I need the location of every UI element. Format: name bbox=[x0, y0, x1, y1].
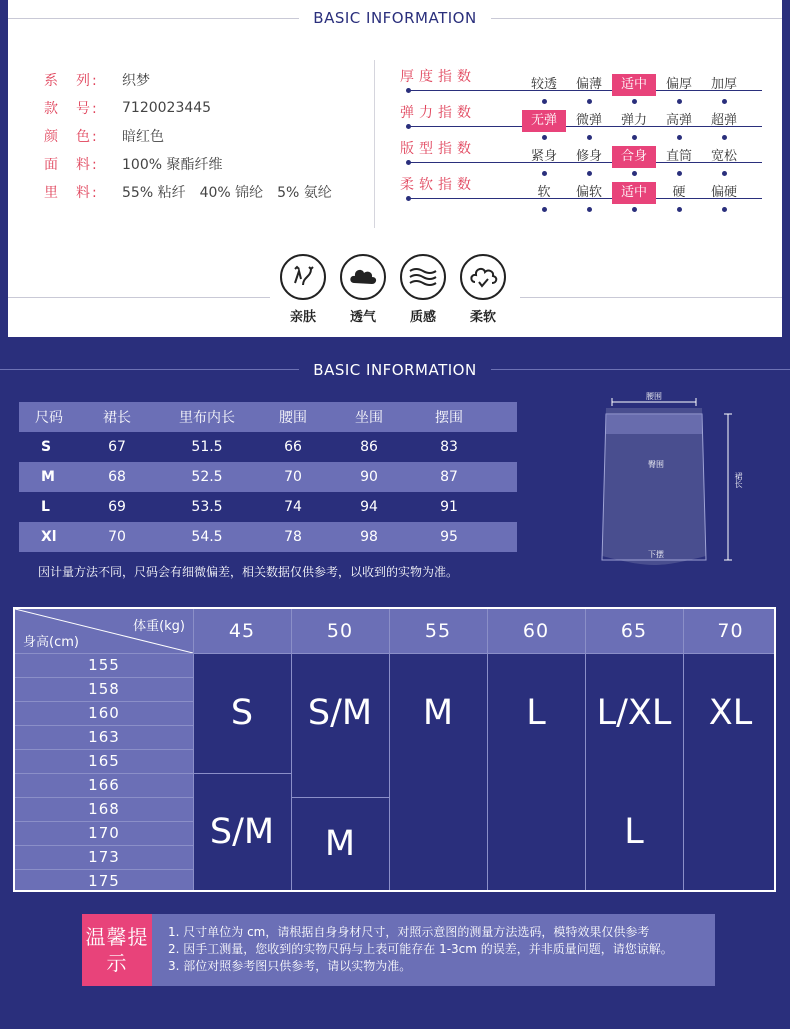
index-option-label: 较透 bbox=[530, 77, 557, 92]
index-option-label: 无弹 bbox=[530, 113, 557, 128]
index-option-label: 紧身 bbox=[530, 149, 557, 164]
feature-label: 质感 bbox=[409, 310, 436, 325]
weight-header: 45 bbox=[193, 609, 291, 653]
size-recommendation-table bbox=[13, 607, 776, 892]
spec-label: 款 号: bbox=[44, 101, 99, 117]
index-dot bbox=[406, 196, 411, 201]
tip-line: 1. 尺寸单位为 cm，请根据自身身材尺寸，对照示意图的测量方法选码，模特效果仅供参考 bbox=[168, 925, 650, 939]
header-cell: 尺码 bbox=[35, 410, 63, 426]
feature-icons bbox=[280, 254, 506, 325]
index-option-label: 修身 bbox=[575, 149, 602, 164]
index-option-label: 适中 bbox=[620, 77, 647, 92]
value-cell: 52.5 bbox=[191, 469, 223, 485]
spec-value: 暗红色 bbox=[122, 129, 164, 145]
value-cell: 86 bbox=[360, 439, 378, 455]
index-option-selected bbox=[612, 182, 656, 204]
soft-icon bbox=[460, 254, 506, 300]
recommended-size: S/M bbox=[209, 812, 275, 852]
index-option-label: 高弹 bbox=[665, 113, 692, 128]
weight-header: 55 bbox=[389, 609, 487, 653]
table-row bbox=[19, 432, 517, 462]
index-scale bbox=[400, 138, 762, 174]
divider-line bbox=[8, 297, 270, 298]
divider-line bbox=[520, 297, 782, 298]
height-cell: 163 bbox=[15, 725, 193, 749]
section-title: BASIC INFORMATION bbox=[0, 361, 790, 379]
value-cell: 78 bbox=[284, 529, 302, 545]
index-dot bbox=[632, 207, 637, 212]
size-table bbox=[19, 402, 517, 552]
recommended-size: L bbox=[624, 812, 644, 852]
value-cell: 69 bbox=[108, 499, 126, 515]
weight-header: 70 bbox=[683, 609, 776, 653]
index-dot bbox=[677, 207, 682, 212]
spec-row-lining bbox=[44, 178, 332, 206]
index-option-label: 软 bbox=[537, 185, 551, 200]
grid-line bbox=[15, 725, 193, 726]
value-cell: 83 bbox=[440, 439, 458, 455]
index-scale bbox=[400, 174, 762, 210]
recommended-size: S/M bbox=[307, 693, 373, 733]
header-cell: 腰围 bbox=[279, 410, 307, 426]
value-cell: 95 bbox=[440, 529, 458, 545]
value-cell: 87 bbox=[440, 469, 458, 485]
grid-line bbox=[15, 821, 193, 822]
height-cell: 165 bbox=[15, 749, 193, 773]
index-option-selected bbox=[612, 146, 656, 168]
section-title: BASIC INFORMATION bbox=[8, 9, 782, 27]
spec-row-color bbox=[44, 122, 332, 150]
index-scale bbox=[400, 66, 762, 102]
index-option bbox=[612, 110, 656, 132]
height-cell: 170 bbox=[15, 821, 193, 845]
tips-badge: 温馨提示 bbox=[82, 914, 152, 986]
spec-list bbox=[44, 66, 332, 206]
table-row bbox=[19, 522, 517, 552]
weight-header: 50 bbox=[291, 609, 389, 653]
index-option-selected bbox=[612, 74, 656, 96]
spec-row-series bbox=[44, 66, 332, 94]
table-row bbox=[19, 492, 517, 522]
index-option bbox=[657, 74, 701, 96]
grid-line bbox=[15, 845, 193, 846]
index-option bbox=[567, 182, 611, 204]
hip-label: 臀围 bbox=[648, 460, 664, 469]
index-option-label: 微弹 bbox=[575, 113, 602, 128]
header-cell: 里布内长 bbox=[179, 410, 235, 426]
value-cell: 90 bbox=[360, 469, 378, 485]
spec-label: 系 列: bbox=[44, 73, 99, 89]
skirt-diagram bbox=[598, 388, 758, 578]
height-cell: 173 bbox=[15, 845, 193, 869]
index-option bbox=[567, 110, 611, 132]
value-cell: 67 bbox=[108, 439, 126, 455]
grid-line bbox=[15, 773, 193, 774]
index-option bbox=[567, 146, 611, 168]
index-title: 版型指数 bbox=[400, 141, 476, 157]
index-option bbox=[657, 110, 701, 132]
value-cell: 68 bbox=[108, 469, 126, 485]
size-cell: L bbox=[41, 499, 50, 515]
weight-label: 体重(kg) bbox=[133, 619, 185, 634]
index-option-selected bbox=[522, 110, 566, 132]
recommended-size: M bbox=[324, 824, 356, 864]
skin-friendly-icon bbox=[280, 254, 326, 300]
height-cell: 160 bbox=[15, 701, 193, 725]
feature-skin-friendly bbox=[280, 254, 326, 325]
index-dot bbox=[722, 207, 727, 212]
index-option-label: 偏软 bbox=[575, 185, 602, 200]
recommended-size: M bbox=[422, 693, 454, 733]
height-cell: 166 bbox=[15, 773, 193, 797]
index-option bbox=[522, 182, 566, 204]
index-option-label: 偏硬 bbox=[710, 185, 737, 200]
height-cell: 158 bbox=[15, 677, 193, 701]
feature-label: 亲肤 bbox=[289, 310, 316, 325]
index-option-label: 宽松 bbox=[710, 149, 737, 164]
spec-label: 面 料: bbox=[44, 157, 99, 173]
index-option-label: 直筒 bbox=[665, 149, 692, 164]
index-option bbox=[702, 182, 746, 204]
value-cell: 54.5 bbox=[191, 529, 223, 545]
tips-box bbox=[82, 914, 715, 986]
spec-label: 颜 色: bbox=[44, 129, 99, 145]
index-option bbox=[702, 110, 746, 132]
tip-line: 3. 部位对照参考图只供参考，请以实物为准。 bbox=[168, 959, 412, 973]
index-scale bbox=[400, 102, 762, 138]
spec-label: 里 料: bbox=[44, 185, 99, 201]
index-dot bbox=[542, 207, 547, 212]
breathable-icon bbox=[340, 254, 386, 300]
index-option-label: 弹力 bbox=[620, 113, 647, 128]
index-dot bbox=[406, 88, 411, 93]
table-row bbox=[19, 462, 517, 492]
index-option-label: 超弹 bbox=[710, 113, 737, 128]
spec-value: 100% 聚酯纤维 bbox=[122, 157, 223, 173]
height-cell: 175 bbox=[15, 869, 193, 892]
index-option bbox=[657, 146, 701, 168]
value-cell: 66 bbox=[284, 439, 302, 455]
value-cell: 91 bbox=[440, 499, 458, 515]
size-table-note: 因计量方法不同，尺码会有细微偏差，相关数据仅供参考，以收到的实物为准。 bbox=[38, 565, 459, 579]
height-cell: 155 bbox=[15, 653, 193, 677]
index-dot bbox=[406, 160, 411, 165]
height-cell: 168 bbox=[15, 797, 193, 821]
index-option bbox=[702, 146, 746, 168]
vertical-divider bbox=[374, 60, 375, 228]
grid-line bbox=[15, 869, 193, 870]
index-dot bbox=[587, 207, 592, 212]
index-option bbox=[702, 74, 746, 96]
weight-header: 60 bbox=[487, 609, 585, 653]
index-option bbox=[522, 74, 566, 96]
index-option bbox=[522, 146, 566, 168]
spec-row-model bbox=[44, 94, 332, 122]
hem-label: 下摆 bbox=[648, 550, 664, 559]
header-cell: 摆围 bbox=[435, 410, 463, 426]
index-option-label: 适中 bbox=[620, 185, 647, 200]
header-cell: 坐围 bbox=[355, 410, 383, 426]
size-cell: S bbox=[41, 439, 52, 455]
spec-value: 织梦 bbox=[122, 73, 150, 89]
height-label: 身高(cm) bbox=[23, 635, 79, 650]
recommended-size: L bbox=[526, 693, 546, 733]
recommended-size: XL bbox=[708, 693, 753, 733]
feature-soft bbox=[460, 254, 506, 325]
grid-line bbox=[15, 749, 193, 750]
waist-label: 腰围 bbox=[646, 392, 662, 401]
value-cell: 98 bbox=[360, 529, 378, 545]
feature-label: 透气 bbox=[349, 310, 376, 325]
index-dot bbox=[406, 124, 411, 129]
grid-line bbox=[15, 797, 193, 798]
index-title: 厚度指数 bbox=[400, 69, 476, 85]
index-option bbox=[567, 74, 611, 96]
size-cell: Xl bbox=[41, 529, 57, 545]
value-cell: 70 bbox=[108, 529, 126, 545]
size-cell: M bbox=[41, 469, 55, 485]
recommended-size: L/XL bbox=[596, 693, 672, 733]
grid-line bbox=[15, 653, 193, 654]
feature-breathable bbox=[340, 254, 386, 325]
value-cell: 51.5 bbox=[191, 439, 223, 455]
index-title: 柔软指数 bbox=[400, 177, 476, 193]
spec-value: 55% 粘纤 40% 锦纶 5% 氨纶 bbox=[122, 185, 332, 201]
basic-info-card bbox=[8, 0, 782, 337]
index-option-label: 合身 bbox=[620, 149, 647, 164]
length-label: 裙长 bbox=[734, 472, 743, 488]
index-option-label: 硬 bbox=[672, 185, 686, 200]
texture-icon bbox=[400, 254, 446, 300]
feature-texture bbox=[400, 254, 446, 325]
size-table-header bbox=[19, 402, 517, 432]
grid-line bbox=[15, 701, 193, 702]
spec-value: 7120023445 bbox=[122, 100, 212, 116]
grid-line bbox=[15, 677, 193, 678]
spec-row-fabric bbox=[44, 150, 332, 178]
recommended-size: S bbox=[230, 693, 254, 733]
weight-header: 65 bbox=[585, 609, 683, 653]
value-cell: 94 bbox=[360, 499, 378, 515]
index-title: 弹力指数 bbox=[400, 105, 476, 121]
index-option-label: 偏厚 bbox=[665, 77, 692, 92]
value-cell: 53.5 bbox=[191, 499, 223, 515]
tips-text bbox=[168, 924, 673, 975]
index-option-label: 偏薄 bbox=[575, 77, 602, 92]
value-cell: 74 bbox=[284, 499, 302, 515]
tip-line: 2. 因手工测量，您收到的实物尺码与上表可能存在 1-3cm 的误差，并非质量问题，请您谅解。 bbox=[168, 942, 673, 956]
value-cell: 70 bbox=[284, 469, 302, 485]
index-option-label: 加厚 bbox=[710, 77, 737, 92]
index-option bbox=[657, 182, 701, 204]
feature-label: 柔软 bbox=[469, 310, 496, 325]
table-corner bbox=[15, 609, 193, 653]
header-cell: 裙长 bbox=[103, 410, 131, 426]
